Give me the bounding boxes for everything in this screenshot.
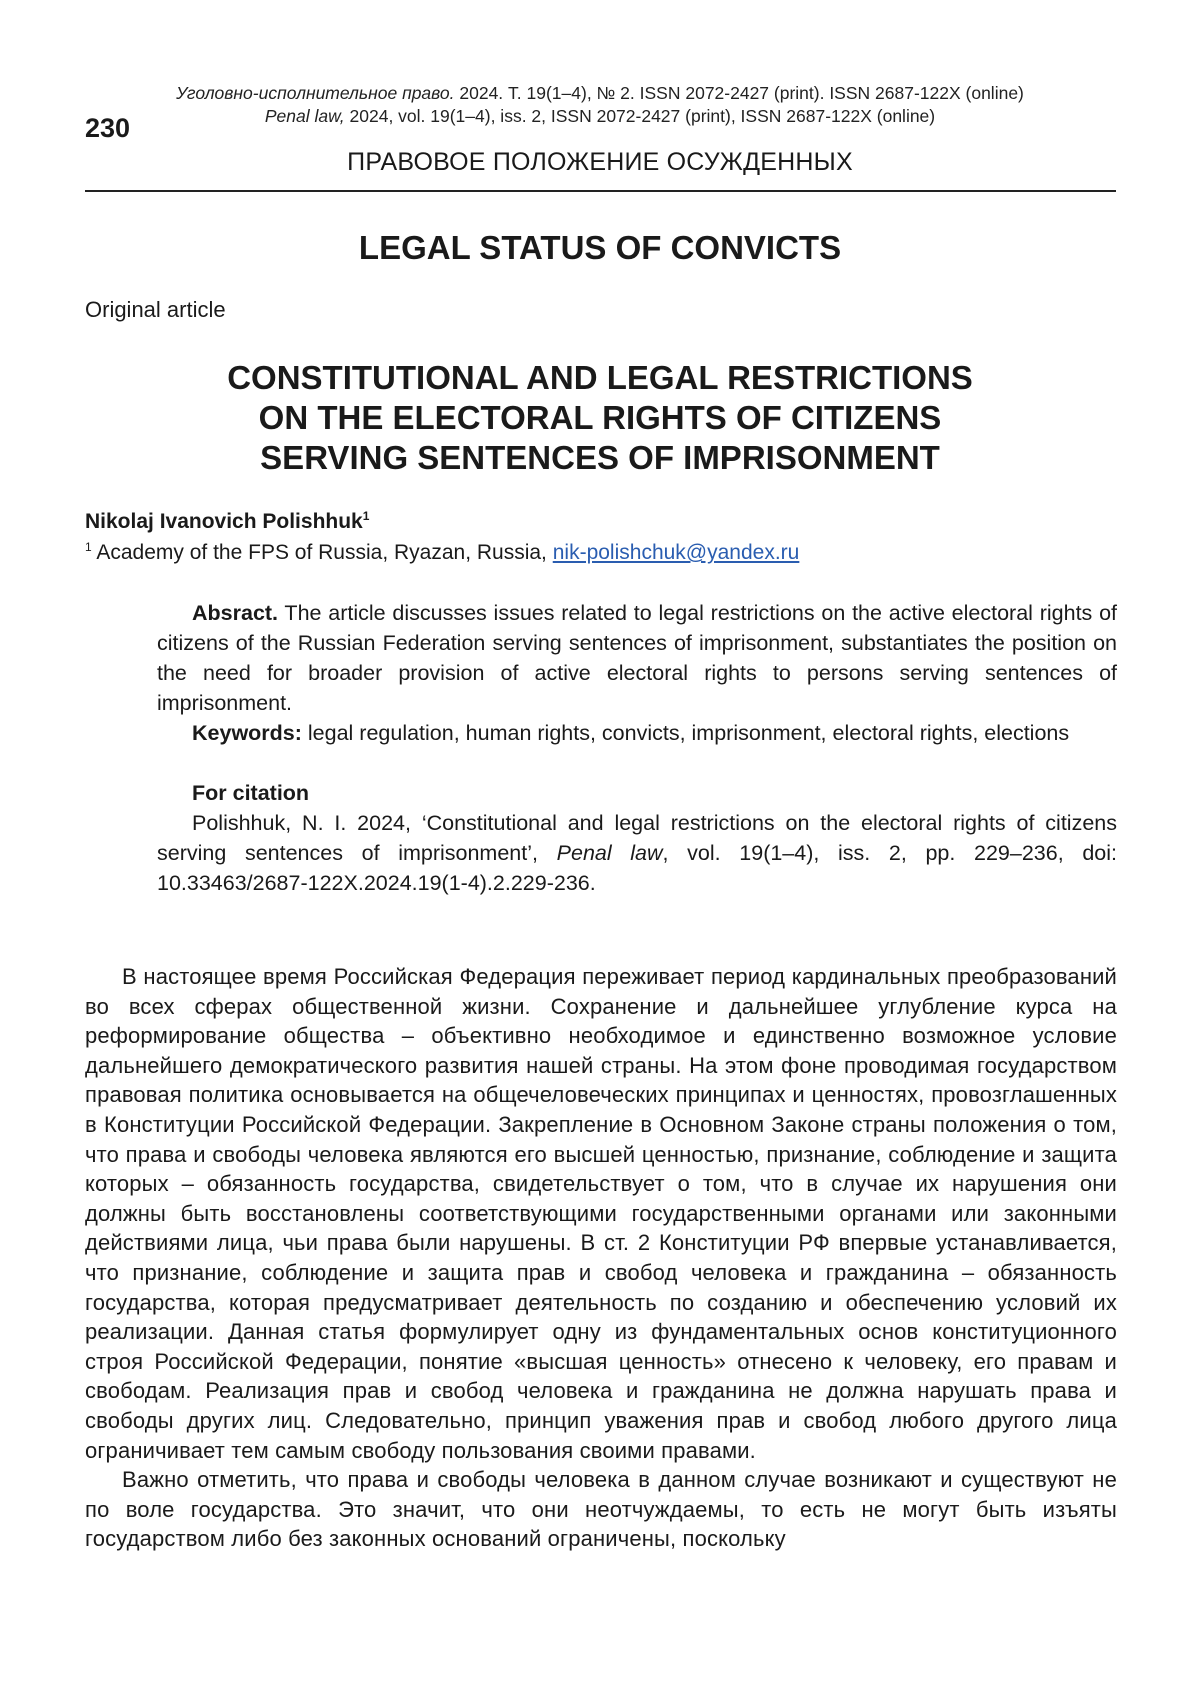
- journal-details-ru: 2024. Т. 19(1–4), № 2. ISSN 2072-2427 (print). ISSN 2687-122X (online): [454, 83, 1024, 103]
- citation-text-before: Polishhuk, N. I. 2024, ‘Constitutional and legal restrictions on the electoral rights of citizens serving sentences of imprisonment’,: [157, 811, 1117, 865]
- article-title: [0, 358, 1200, 478]
- journal-reference-en: [66, 105, 1134, 127]
- article-body: [85, 962, 1117, 1554]
- author-affiliation: [85, 539, 799, 567]
- abstract-label: Absract.: [192, 601, 279, 625]
- article-type: Original article: [85, 297, 226, 322]
- journal-name-en: Penal law,: [264, 106, 345, 126]
- journal-details-en: 2024, vol. 19(1–4), iss. 2, ISSN 2072-2427 (print), ISSN 2687-122X (online): [344, 106, 936, 126]
- title-line: CONSTITUTIONAL AND LEGAL RESTRICTIONS: [227, 359, 973, 396]
- affiliation-mark: 1: [85, 540, 92, 554]
- author-email-link[interactable]: nik-polishchuk@yandex.ru: [552, 541, 800, 564]
- body-paragraph: В настоящее время Российская Федерация переживает период кардинальных преобразований во всех сферах общественной жизни. Сохранение и дальнейшее углубление курса на реформирование общества – объективно необходимое и единственно возможное условие дальнейшего демократического развития нашей страны. На этом фоне проводимая государством правовая политика основывается на общечеловеческих принципах и ценностях, провозглашенных в Конституции Российской Федерации. Закрепление в Основном Законе страны положения о том, что права и свободы человека являются его высшей ценностью, признание, соблюдение и защита которых – обязанность государства, свидетельствует о том, что в случае их нарушения они должны быть восстановлены соответствующими государственными органами или законными действиями лица, чьи права были нарушены. В ст. 2 Конституции РФ впервые устанавливается, что признание, соблюдение и защита прав и свобод человека и гражданина – обязанность государства, которая предусматривает деятельность по созданию и обеспечению условий их реализации. Данная статья формулирует одну из фундаментальных основ конституционного строя Российской Федерации, понятие «высшая ценность» отнесено к человеку, его правам и свободам. Реализация прав и свобод человека и гражданина не должна нарушать права и свободы других лиц. Следовательно, принцип уважения прав и свобод любого другого лица ограничивает тем самым свободу пользования своими правами.: [85, 964, 1117, 1463]
- citation-text-after: , vol. 19(1–4), iss. 2, pp. 229–236, doi: 10.33463/2687-122X.2024.19(1-4).2.229-236.: [157, 841, 1117, 895]
- abstract-paragraph: [157, 598, 1117, 718]
- keywords-text: legal regulation, human rights, convicts, imprisonment, electoral rights, elections: [301, 721, 1070, 745]
- section-heading-ru: ПРАВОВОЕ ПОЛОЖЕНИЕ ОСУЖДЕННЫХ: [347, 148, 853, 176]
- journal-reference-ru: [66, 82, 1134, 104]
- body-paragraph: Важно отметить, что права и свободы человека в данном случае возникают и существуют не по воле государства. Это значит, что они неотчуждаемы, то есть не могут быть изъяты государством либо без законных оснований ограничены, поскольку: [85, 1467, 1117, 1552]
- author-name: [85, 509, 369, 535]
- citation-heading: For citation: [192, 781, 310, 805]
- author-affiliation-mark: 1: [362, 509, 370, 523]
- section-heading-en: LEGAL STATUS OF CONVICTS: [358, 229, 842, 266]
- title-line: ON THE ELECTORAL RIGHTS OF CITIZENS: [258, 399, 942, 436]
- journal-name-ru: Уголовно-исполнительное право.: [176, 83, 455, 103]
- page-number: 230: [85, 113, 131, 143]
- keywords-paragraph: [157, 718, 1117, 748]
- title-line: SERVING SENTENCES OF IMPRISONMENT: [260, 439, 940, 476]
- citation-paragraph: [157, 808, 1117, 898]
- abstract-block: [157, 598, 1117, 898]
- citation-journal: Penal law: [556, 841, 663, 865]
- header-divider: [85, 190, 1116, 192]
- author-name-text: Nikolaj Ivanovich Polishhuk: [85, 510, 363, 533]
- abstract-text: The article discusses issues related to legal restrictions on the active electoral rights of citizens of the Russian Federation serving sentences of imprisonment, substantiates the position on the need for broader provision of active electoral rights to persons serving sentences of imprisonment.: [157, 601, 1117, 715]
- keywords-label: Keywords:: [192, 721, 302, 745]
- affiliation-text: Academy of the FPS of Russia, Ryazan, Russia,: [91, 541, 553, 564]
